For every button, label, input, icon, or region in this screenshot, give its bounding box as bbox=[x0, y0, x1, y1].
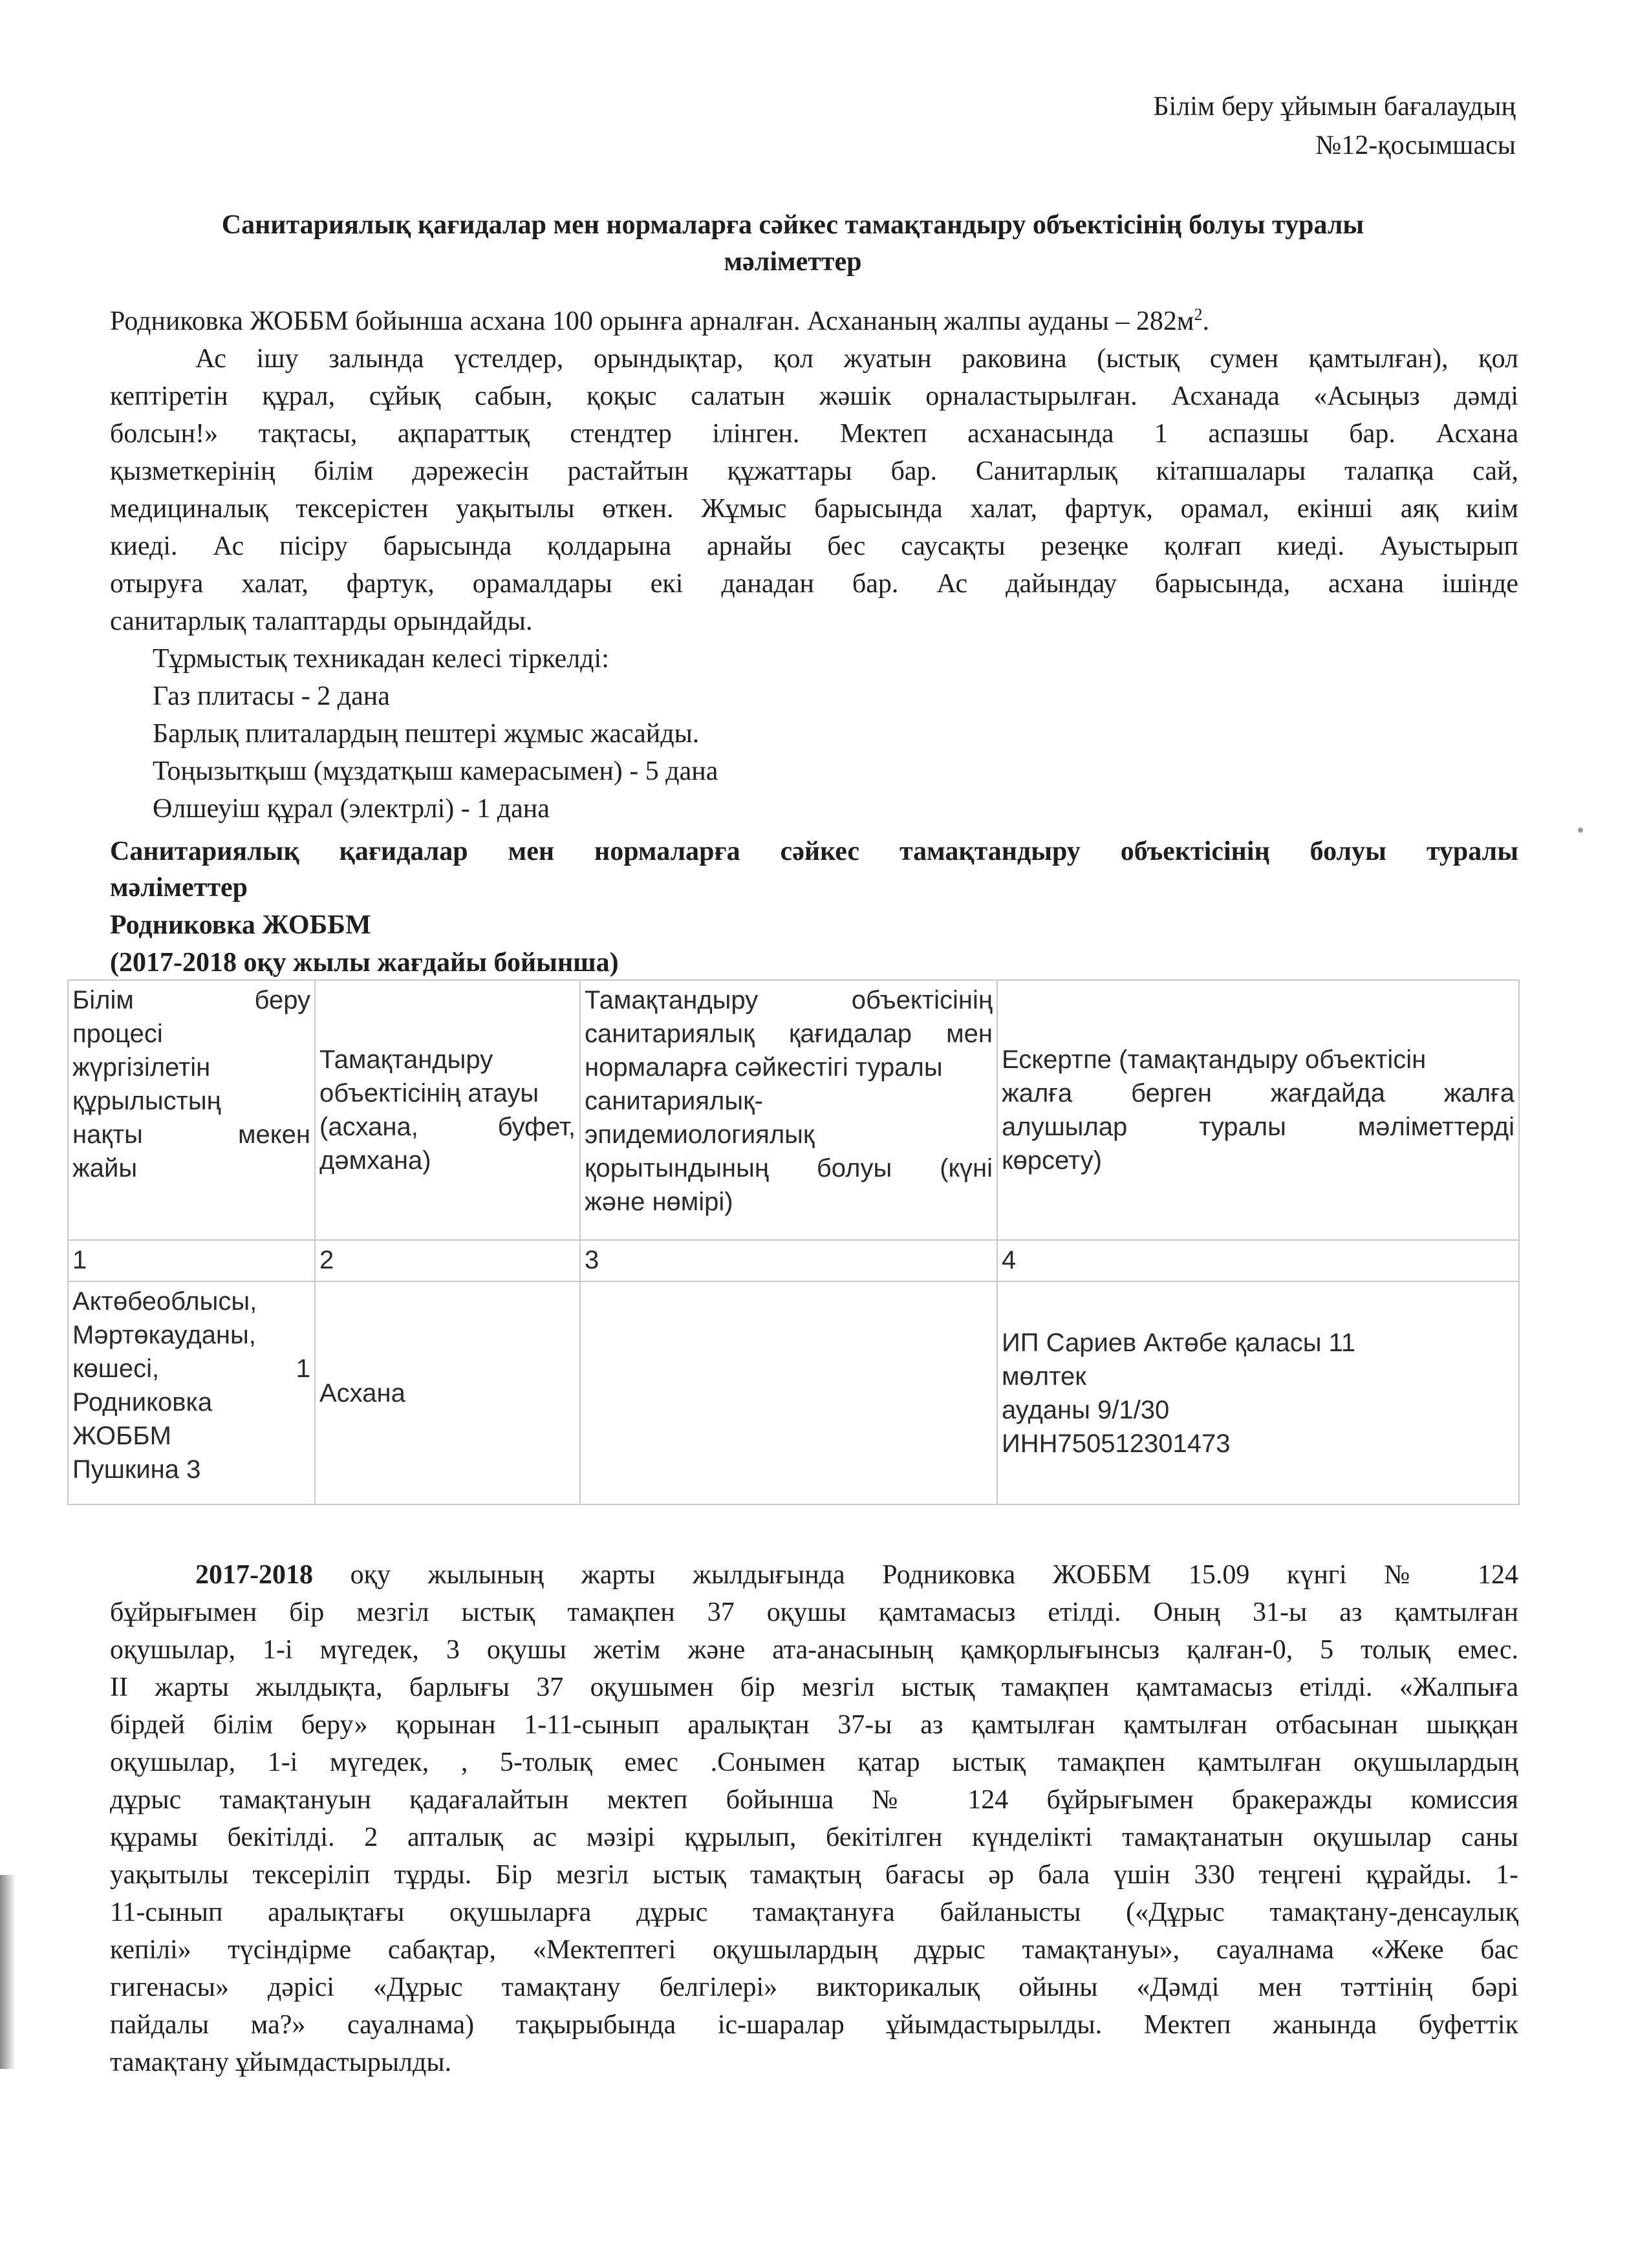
intro-para-last-line: санитарлық талаптарды орындайды. bbox=[110, 606, 533, 636]
address-line: Актөбеоблысы, bbox=[72, 1287, 257, 1316]
table-header-row bbox=[68, 980, 1519, 1240]
header-cell-object-name bbox=[315, 980, 580, 1240]
summary-line: бұйрығымен бір мезгіл ыстық тамақпен 37 оқушы қамтамасыз етілді. Оның 31-ы аз қамтылған bbox=[110, 1598, 1518, 1627]
summary-line: уақытылы тексеріліп тұрды. Бір мезгіл ыстық тамақтың бағасы әр бала үшін 330 теңгені құрайды. 1- bbox=[110, 1860, 1518, 1890]
header-object-line: Тамақтандыру bbox=[319, 1045, 493, 1074]
address-line: Мәртөкауданы, bbox=[72, 1321, 256, 1349]
intro-para-line: киеді. Ас пісіру барысында қолдарына арнайы бес саусақты резеңке қолғап киеді. Ауыстырып bbox=[110, 531, 1518, 561]
cell-object-name bbox=[315, 1281, 580, 1504]
address-line: Пушкина 3 bbox=[72, 1455, 201, 1484]
section2-school-name: Родниковка ЖОББМ bbox=[110, 910, 371, 940]
header-conclusion-line: санитариялық қағидалар мен bbox=[585, 1020, 993, 1048]
intro-para-line: Ас ішу залында үстелдер, орындықтар, қол жуатын раковина (ыстық сумен қамтылған), қол bbox=[195, 344, 1518, 374]
summary-line: құрамы бекітілді. 2 апталық ас мәзірі құрылып, бекітілген күнделікті тамақтанатын оқушылар саны bbox=[110, 1823, 1518, 1852]
document-title-line1: Санитариялық қағидалар мен нормаларға сәйкес тамақтандыру объектісінің болуы туралы bbox=[221, 210, 1364, 240]
summary-line: ІІ жарты жылдықта, барлығы 37 оқушымен бір мезгіл ыстық тамақпен қамтамасыз етілді. «Жалпыға bbox=[110, 1673, 1518, 1702]
header-conclusion-line: нормаларға сәйкестігі туралы bbox=[585, 1053, 943, 1082]
header-address-line: нақты мекен bbox=[72, 1120, 310, 1149]
header-cell-conclusion bbox=[580, 980, 997, 1240]
section2-title-line1: Санитариялық қағидалар мен нормаларға сәйкес тамақтандыру объектісінің болуы туралы bbox=[110, 837, 1518, 866]
header-conclusion-line: эпидемиологиялық bbox=[585, 1120, 815, 1149]
summary-line: бірдей білім беру» қорынан 1-11-сынып аралықтан 37-ы аз қамтылған қамтылған отбасынан шыққан bbox=[110, 1710, 1518, 1740]
header-cell-note bbox=[997, 980, 1519, 1240]
header-object-line: дәмхана) bbox=[319, 1146, 431, 1175]
intro-para-line: отыруға халат, фартук, орамалдары екі данадан бар. Ас дайындау барысында, асхана ішінде bbox=[110, 569, 1518, 599]
summary-line: оқушылар, 1-і мүгедек, , 5-толық емес .Сонымен қатар ыстық тамақпен қамтылған оқушылардың bbox=[110, 1748, 1518, 1777]
summary-line: дұрыс тамақтануын қадағалайтын мектеп бойынша № 124 бұйрығымен бракеражды комиссия bbox=[110, 1785, 1518, 1815]
intro-para-line: кептіретін құрал, сұйық сабын, қоқыс салатын жәшік орналастырылған. Асханада «Асыңыз дәмді bbox=[110, 381, 1518, 411]
appendix-header-line2: №12-қосымшасы bbox=[1315, 131, 1516, 160]
intro-para-line: медициналық тексерістен уақытылы өткен. Жұмыс барысында халат, фартук, орамал, екінші аяқ киім bbox=[110, 494, 1518, 524]
header-address-line: жайы bbox=[72, 1154, 138, 1182]
note-line: ИП Сариев Актөбе қаласы 11 bbox=[1002, 1328, 1356, 1357]
intro-para-line: болсын!» тақтасы, ақпараттық стендтер ілінген. Мектеп асханасында 1 аспазшы бар. Асхана bbox=[110, 419, 1518, 449]
scan-speck bbox=[1578, 828, 1583, 833]
column-number: 4 bbox=[997, 1240, 1519, 1281]
cell-address bbox=[68, 1281, 315, 1504]
header-address-line: Білім беру bbox=[72, 986, 310, 1014]
intro-canteen-area bbox=[110, 303, 1209, 339]
header-note-line: көрсету) bbox=[1002, 1146, 1102, 1175]
header-address-line: жүргізілетін bbox=[72, 1053, 211, 1082]
note-line: ауданы 9/1/30 bbox=[1002, 1395, 1170, 1424]
summary-year: 2017-2018 bbox=[195, 1560, 313, 1590]
equipment-item: Барлық плиталардың пештері жұмыс жасайды. bbox=[153, 719, 700, 749]
summary-first-line bbox=[195, 1557, 1518, 1593]
header-conclusion-line: санитариялық- bbox=[585, 1087, 763, 1115]
address-line: ЖОББМ bbox=[72, 1422, 171, 1450]
column-number: 2 bbox=[315, 1240, 580, 1281]
header-address-line: құрылыстың bbox=[72, 1087, 221, 1115]
intro-area-superscript: 2 bbox=[1194, 305, 1203, 324]
header-cell-address bbox=[68, 980, 315, 1240]
address-line: Родниковка bbox=[72, 1388, 213, 1417]
equipment-item: Өлшеуіш құрал (электрлі) - 1 дана bbox=[153, 794, 550, 824]
header-note-line: жалға берген жағдайда жалға bbox=[1002, 1079, 1514, 1107]
header-address-line: процесі bbox=[72, 1020, 163, 1048]
address-line: көшесі, 1 bbox=[72, 1354, 310, 1383]
header-object-line: объектісінің атауы bbox=[319, 1079, 539, 1107]
summary-line: пайдалы ма?» сауалнама) тақырыбында іс-шаралар ұйымдастырылды. Мектеп жанында буфеттік bbox=[110, 2010, 1518, 2040]
canteen-table bbox=[67, 979, 1520, 1505]
table-row bbox=[68, 1281, 1519, 1504]
object-name: Асхана bbox=[319, 1378, 405, 1407]
note-line: ИНН750512301473 bbox=[1002, 1429, 1231, 1458]
summary-line: кепілі» түсіндірме сабақтар, «Мектептегі оқушылардың дұрыс тамақтануы», сауалнама «Жеке бас bbox=[110, 1935, 1518, 1965]
header-note-line: алушылар туралы мәліметтерді bbox=[1002, 1113, 1514, 1141]
scan-edge-shadow bbox=[0, 1875, 16, 2069]
header-note-line: Ескертпе (тамақтандыру объектісін bbox=[1002, 1045, 1427, 1074]
summary-line: гигенасы» дәрісі «Дұрыс тамақтану белгілері» викторикалық ойыны «Дәмді мен тәттінің бәрі bbox=[110, 1973, 1518, 2002]
table-number-row bbox=[68, 1240, 1519, 1281]
equipment-intro: Тұрмыстық техникадан келесі тіркелді: bbox=[153, 644, 609, 674]
intro-canteen-area-text: Родниковка ЖОББМ бойынша асхана 100 орынға арналған. Асхананың жалпы ауданы – 282м bbox=[110, 306, 1194, 336]
header-conclusion-line: Тамақтандыру объектісінің bbox=[585, 986, 993, 1014]
section2-title-line2: мәліметтер bbox=[110, 873, 248, 903]
summary-line: оқушылар, 1-і мүгедек, 3 оқушы жетім және ата-анасының қамқорлығынсыз қалған-0, 5 толық емес. bbox=[110, 1635, 1518, 1665]
header-conclusion-line: және нөмірі) bbox=[585, 1188, 733, 1216]
appendix-header-line1: Білім беру ұйымын бағалаудың bbox=[1153, 92, 1516, 122]
header-conclusion-line: қорытындының болуы (күні bbox=[585, 1154, 993, 1182]
intro-canteen-area-end: . bbox=[1202, 306, 1209, 336]
note-line: мөлтек bbox=[1002, 1362, 1086, 1391]
document-title-line2: мәліметтер bbox=[724, 247, 862, 277]
summary-last-line: тамақтану ұйымдастырылды. bbox=[110, 2048, 452, 2077]
summary-first-text: оқу жылының жарты жылдығында Родниковка ЖОББМ 15.09 күнгі № 124 bbox=[350, 1560, 1518, 1590]
cell-note bbox=[997, 1281, 1519, 1504]
cell-conclusion bbox=[580, 1281, 997, 1504]
column-number: 3 bbox=[580, 1240, 997, 1281]
section2-period: (2017-2018 оқу жылы жағдайы бойынша) bbox=[110, 948, 619, 978]
intro-para-line: қызметкерінің білім дәрежесін растайтын құжаттары бар. Санитарлық кітапшалары талапқа сай, bbox=[110, 456, 1518, 486]
header-object-line: (асхана, буфет, bbox=[319, 1113, 576, 1141]
column-number: 1 bbox=[68, 1240, 315, 1281]
equipment-item: Газ плитасы - 2 дана bbox=[153, 681, 390, 711]
equipment-item: Тоңызытқыш (мұздатқыш камерасымен) - 5 дана bbox=[153, 756, 718, 786]
summary-line: 11-сынып аралықтағы оқушыларға дұрыс тамақтануға байланысты («Дұрыс тамақтану-денсаулық bbox=[110, 1898, 1518, 1927]
